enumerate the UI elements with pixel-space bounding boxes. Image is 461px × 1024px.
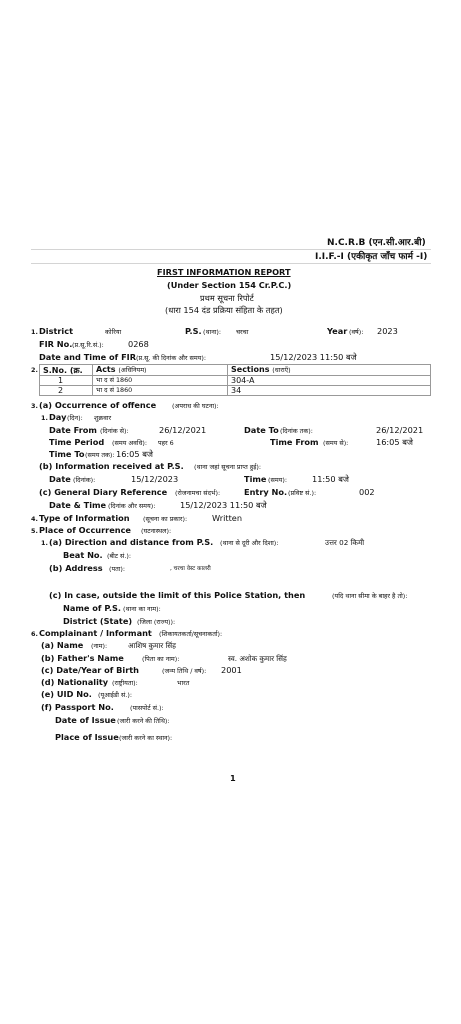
occurrence-label: (a) Occurrence of offence — [39, 400, 157, 410]
address-value: , चरचा वेस्ट कालरी — [170, 566, 211, 572]
name-value: आशिष कुमार सिंह — [128, 641, 176, 650]
place-label-hindi: (घटनास्थल): — [141, 527, 172, 535]
issue-date-label: Date of Issue — [55, 715, 116, 725]
section-1-number: 1. — [31, 328, 38, 336]
nationality-label: (d) Nationality — [41, 677, 109, 687]
birth-value: 2001 — [221, 665, 242, 675]
direction-label-hindi: (थाना से दूरी और दिशा): — [220, 539, 279, 547]
fir-datetime-label: Date and Time of FIR — [39, 352, 137, 362]
other-district-label: District (State) — [63, 616, 133, 626]
row-act: भा द सं 1860 — [93, 386, 228, 396]
info-received-label: (b) Information received at P.S. — [39, 461, 184, 471]
place-label: Place of Occurrence — [39, 525, 131, 535]
gd-datetime-value: 15/12/2023 11:50 बजे — [180, 500, 267, 510]
passport-label: (f) Passport No. — [41, 702, 114, 712]
year-label: Year — [327, 326, 348, 336]
year-value: 2023 — [377, 326, 398, 336]
info-type-label-hindi: (सूचना का प्रकार): — [143, 515, 188, 523]
gd-datetime-label-hindi: (दिनांक और समय): — [108, 502, 156, 510]
header-rule-2 — [31, 263, 431, 264]
date-from-label: Date From — [49, 425, 97, 435]
sno-header: S.No. (क्र. — [40, 365, 93, 376]
entry-number-value: 002 — [359, 487, 375, 497]
beat-label: Beat No. — [63, 550, 103, 560]
section-2-number: 2. — [31, 366, 38, 374]
time-to-label: Time To — [49, 449, 85, 459]
acts-table-header — [40, 365, 431, 376]
report-section-hindi: (धारा 154 दंड प्रक्रिया संहिता के तहत) — [165, 305, 283, 315]
address-label: (b) Address — [49, 563, 103, 573]
received-date-label-hindi: (दिनांक): — [73, 476, 96, 484]
fir-datetime-label-hindi: (प्र.सू. की दिनांक और समय): — [136, 354, 207, 362]
district-value: कोरिया — [105, 328, 122, 336]
day-label-hindi: (दिन): — [67, 414, 83, 422]
received-date-label: Date — [49, 474, 71, 484]
day-value: शुक्रवार — [94, 414, 112, 422]
form-label: I.I.F.-I (एकीकृत जाँच फार्म -I) — [315, 252, 428, 262]
header-rule — [31, 249, 431, 250]
other-ps-name-label: Name of P.S. — [63, 603, 121, 613]
direction-value: उत्तर 02 किमी — [325, 538, 365, 547]
info-type-value: Written — [212, 513, 243, 523]
received-time-label: Time — [244, 474, 267, 484]
nationality-label-hindi: (राष्ट्रीयता): — [112, 679, 138, 687]
section-5-number: 5. — [31, 527, 38, 535]
ncrb-label: N.C.R.B (एन.सी.आर.बी) — [327, 238, 426, 248]
table-row — [40, 386, 431, 396]
time-to-label-hindi: (समय तक): — [85, 451, 115, 459]
issue-date-label-hindi: (जारी करने की तिथि): — [117, 717, 170, 725]
gd-datetime-label: Date & Time — [49, 500, 107, 510]
nationality-value: भारत — [177, 679, 190, 687]
received-date-value: 15/12/2023 — [131, 474, 179, 484]
acts-table — [39, 364, 431, 396]
year-label-hindi: (वर्ष): — [349, 328, 364, 336]
received-time-label-hindi: (समय): — [268, 476, 287, 484]
gd-reference-label: (c) General Diary Reference — [39, 487, 168, 497]
occurrence-label-hindi: (अपराध की घटना): — [172, 402, 219, 410]
row-section: 34 — [228, 386, 431, 396]
entry-number-label: Entry No. — [244, 487, 288, 497]
received-time-value: 11:50 बजे — [312, 474, 349, 484]
time-to-value: 16:05 बजे — [116, 449, 153, 459]
fir-label: FIR No. — [39, 339, 73, 349]
time-from-label: Time From — [270, 437, 319, 447]
father-name-label: (b) Father's Name — [41, 653, 124, 663]
day-number: 1. — [41, 414, 48, 422]
issue-place-label: Place of Issue — [55, 732, 119, 742]
report-section: (Under Section 154 Cr.P.C.) — [167, 280, 292, 290]
fir-label-hindi: (प्र.सू.रि.सं.): — [72, 341, 104, 349]
acts-header: Acts (अधिनियम) — [93, 365, 228, 376]
sections-header: Sections (धाराएँ) — [228, 365, 431, 376]
entry-number-label-hindi: (प्रविष्ट सं.): — [288, 489, 317, 497]
passport-label-hindi: (पासपोर्ट सं.): — [130, 704, 164, 712]
ps-label-hindi: (थाना): — [203, 328, 222, 336]
report-title-hindi: प्रथम सूचना रिपोर्ट — [200, 293, 254, 303]
ps-label: P.S. — [185, 326, 202, 336]
section-3-number: 3. — [31, 402, 38, 410]
row-act: भा द सं 1860 — [93, 376, 228, 386]
time-period-label: Time Period — [49, 437, 105, 447]
date-to-value: 26/12/2021 — [376, 425, 424, 435]
time-period-label-hindi: (समय अवधि): — [112, 439, 148, 447]
beat-label-hindi: (बीट सं.): — [107, 552, 132, 560]
other-ps-name-label-hindi: (थाना का नाम): — [123, 605, 161, 613]
direction-number: 1. — [41, 539, 48, 547]
info-type-label: Type of Information — [39, 513, 130, 523]
outside-limit-label-hindi: (यदि थाना सीमा के बाहर है तो): — [332, 592, 408, 600]
other-district-label-hindi: (जिला (राज्य)): — [137, 618, 176, 626]
outside-limit-label: (c) In case, outside the limit of this Police Station, then — [49, 590, 306, 600]
issue-place-label-hindi: (जारी करने का स्थान): — [119, 734, 173, 742]
time-from-label-hindi: (समय से): — [323, 439, 349, 447]
table-row — [40, 376, 431, 386]
uid-label-hindi: (यूआईडी सं.): — [98, 691, 132, 699]
info-received-label-hindi: (थाना जहां सूचना प्राप्त हुई): — [194, 463, 262, 471]
fir-value: 0268 — [128, 339, 149, 349]
address-label-hindi: (पता): — [109, 565, 126, 573]
date-to-label-hindi: (दिनांक तक): — [280, 427, 313, 435]
section-4-number: 4. — [31, 515, 38, 523]
birth-label: (c) Date/Year of Birth — [41, 665, 139, 675]
birth-label-hindi: (जन्म तिथि / वर्ष): — [162, 667, 207, 675]
report-title: FIRST INFORMATION REPORT — [157, 267, 291, 277]
name-label-hindi: (नाम): — [91, 642, 108, 650]
father-name-value: स्व. अशोक कुमार सिंह — [228, 654, 287, 663]
complainant-label: Complainant / Informant — [39, 628, 152, 638]
date-to-label: Date To — [244, 425, 279, 435]
section-6-number: 6. — [31, 630, 38, 638]
father-name-label-hindi: (पिता का नाम): — [142, 655, 180, 663]
date-from-label-hindi: (दिनांक से): — [100, 427, 129, 435]
fir-datetime-value: 15/12/2023 11:50 बजे — [270, 352, 357, 362]
day-label: Day — [49, 412, 67, 422]
gd-reference-label-hindi: (रोजनामचा संदर्भ): — [175, 489, 221, 497]
time-period-value: पहर 6 — [158, 439, 174, 447]
district-label: District — [39, 326, 74, 336]
name-label: (a) Name — [41, 640, 84, 650]
row-sno: 1 — [40, 376, 93, 386]
row-section: 304-A — [228, 376, 431, 386]
uid-label: (e) UID No. — [41, 689, 92, 699]
complainant-label-hindi: (शिकायतकर्ता/सूचनाकर्ता): — [159, 630, 223, 638]
page-number: 1 — [230, 773, 236, 783]
row-sno: 2 — [40, 386, 93, 396]
time-from-value: 16:05 बजे — [376, 437, 413, 447]
direction-label: (a) Direction and distance from P.S. — [49, 537, 214, 547]
ps-value: चरचा — [236, 328, 249, 336]
date-from-value: 26/12/2021 — [159, 425, 207, 435]
